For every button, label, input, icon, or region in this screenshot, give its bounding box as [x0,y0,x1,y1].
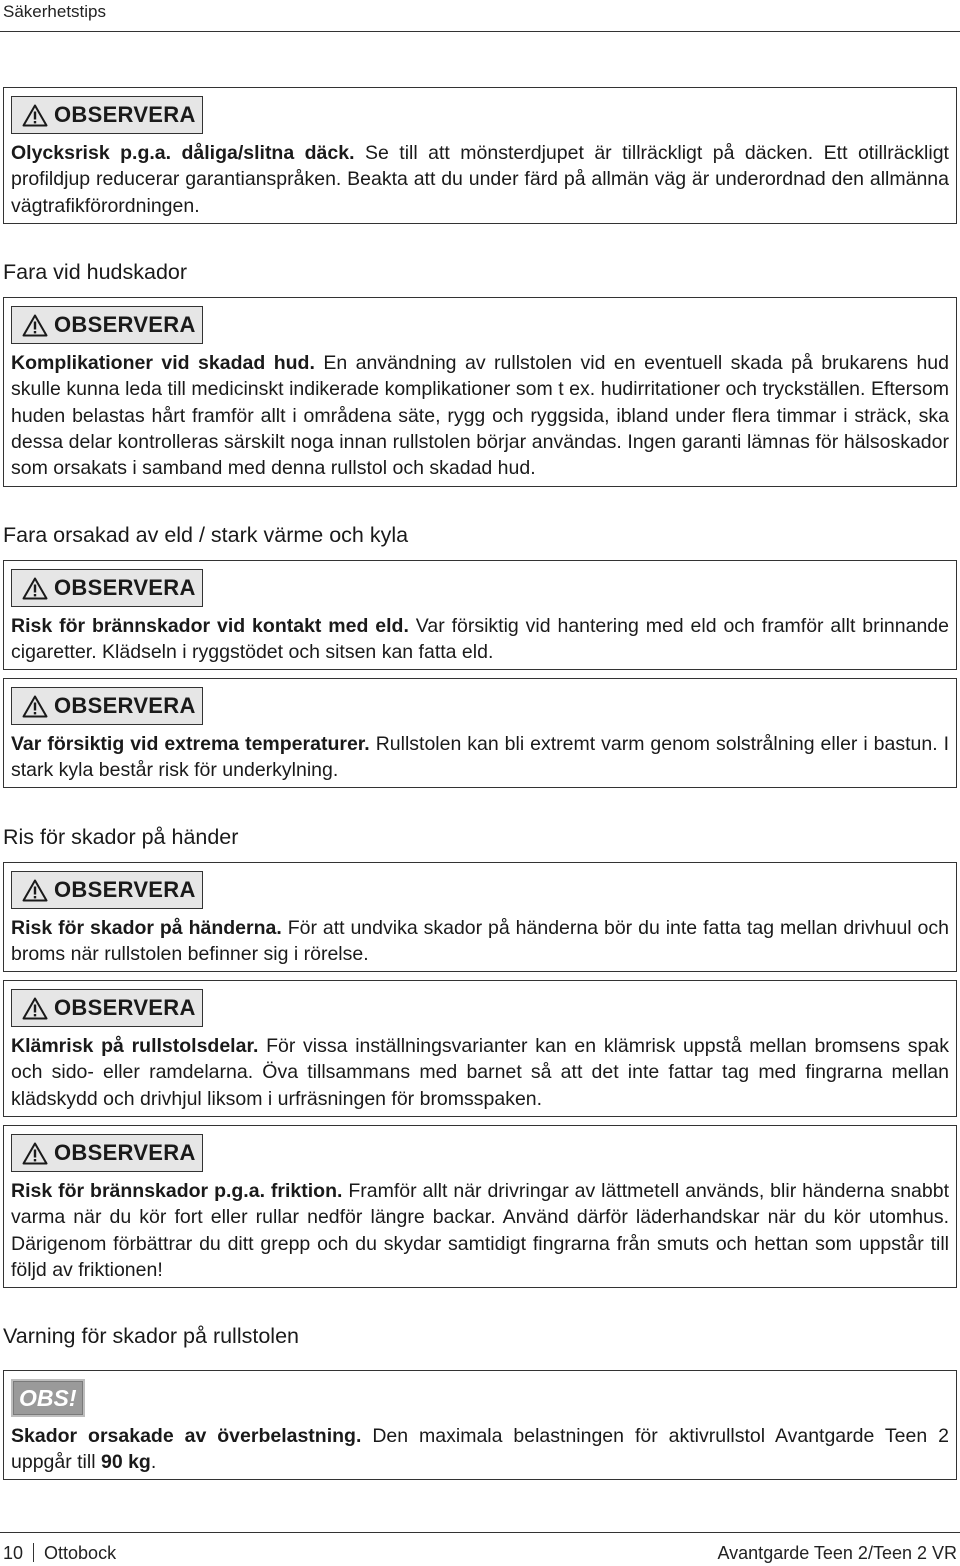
warning-badge [11,687,203,725]
notice-box-temperature [3,678,957,788]
notice-lead: Olycksrisk p.g.a. dåliga/slitna däck. [11,142,355,164]
warning-badge-label: OBSERVERA [54,575,196,600]
max-load-value: 90 kg [100,1451,151,1474]
section-heading-skin: Fara vid hudskador [3,260,188,284]
warning-badge-label: OBSERVERA [54,102,196,127]
warning-badge [11,569,203,607]
page-number: 10 [3,1543,24,1563]
notice-body: En användning av rullstolen vid en eventuell skada på brukarens hud skulle kunna leda till medicinskt indikerade komplikationer som t ex. hudirritationer och tryckställen. Eftersom huden belastas hårt framför allt i områdena säte, rygg och ryggsida, ibland under flera timmar i sträck, ska dessa delar kontrolleras särskilt noga innan rullstolen börjar användas. Ingen garanti lämnas för hälsoskador som orsakats i samband med denna rullstol och skadad hud. [11,352,949,480]
notice-box-skin [3,297,957,487]
notice-box-hands [3,862,957,972]
warning-badge-label: OBSERVERA [54,1140,196,1165]
warning-badge-label: OBSERVERA [54,312,196,337]
notice-text [11,613,949,666]
warning-badge-label: OBSERVERA [54,693,196,718]
footer-divider [0,1532,960,1533]
warning-badge [11,1134,203,1172]
section-heading-hands: Ris för skador på händer [3,825,239,849]
footer-product: Avantgarde Teen 2/Teen 2 VR [717,1543,957,1563]
notice-text [11,915,949,968]
notice-box-tyres [3,87,957,224]
notice-box-overload [3,1370,957,1480]
warning-badge [11,871,203,909]
warning-badge-label: OBSERVERA [54,995,196,1020]
notice-body-end: . [150,1451,157,1474]
warning-triangle-icon [22,577,48,600]
header-divider [0,31,960,32]
notice-lead: Var försiktig vid extrema temperaturer. [11,733,370,755]
notice-box-pinch [3,980,957,1117]
warning-triangle-icon [22,104,48,127]
warning-triangle-icon [22,879,48,902]
notice-lead: Skador orsakade av överbelastning. [11,1425,362,1447]
warning-triangle-icon [22,1142,48,1165]
warning-badge [11,989,203,1027]
warning-badge [11,96,203,134]
notice-body: Var försiktig vid hantering med eld och framför allt brinnande cigaretter. Klädseln i ryggstödet och sitsen kan fatta eld. [11,615,949,664]
section-heading-damage: Varning för skador på rullstolen [3,1324,299,1348]
notice-body: Rullstolen kan bli extremt varm genom solstrålning eller i bastun. I stark kyla består risk för underkylning. [11,733,949,782]
notice-lead: Risk för brännskador vid kontakt med eld. [11,615,409,637]
notice-body: Se till att mönsterdjupet är tillräckligt på däcken. Ett otillräckligt profildjup reducerar garantianspråken. Beakta att du under färd på allmän väg är underordnad den allmänna vägtrafikförordningen. [11,142,949,217]
warning-badge [11,306,203,344]
notice-text [11,731,949,784]
notice-lead: Komplikationer vid skadad hud. [11,352,315,374]
notice-text [11,350,949,481]
footer-brand: Ottobock [44,1543,117,1563]
footer-separator [33,1543,34,1562]
notice-body: Framför allt när drivringar av lättmetell används, blir händerna snabbt varma när du kör fort eller rullar nedför längre backar. Använd därför läderhandskar när du kör utomhus. Därigenom förbättrar du ditt grepp och du skydar samtidigt fingrarna från smuts och hettan som uppstår till följd av friktionen! [11,1180,949,1281]
notice-box-friction [3,1125,957,1288]
notice-lead: Klämrisk på rullstolsdelar. [11,1035,259,1057]
notice-lead: Risk för brännskador p.g.a. friktion. [11,1180,343,1202]
warning-triangle-icon [22,695,48,718]
notice-body: För att undvika skador på händerna bör du inte fatta tag mellan drivhuul och broms när rullstolen befinner sig i rörelse. [11,917,949,966]
obs-badge-label: OBS! [19,1385,77,1411]
notice-text [11,1178,949,1283]
notice-body: Den maximala belastningen för aktivrullstol Avantgarde Teen 2 uppgår till [11,1425,949,1474]
section-heading-fire: Fara orsakad av eld / stark värme och kyla [3,523,409,547]
warning-badge-label: OBSERVERA [54,877,196,902]
warning-triangle-icon [22,997,48,1020]
footer-left [3,1543,116,1564]
warning-triangle-icon [22,314,48,337]
running-header-title: Säkerhetstips [3,2,106,21]
notice-body: För vissa inställningsvarianter kan en klämrisk uppstå mellan bromsens spak och sido- eller ramdelarna. Öva tillsammans med barnet så att det inte fattar tag med fingrarna mellan klädskydd och drivhjul liksom i urfräsningen för bromsspaken. [11,1035,949,1110]
notice-text [11,1423,949,1476]
obs-badge [11,1379,85,1417]
notice-lead: Risk för skador på händerna. [11,917,282,939]
notice-text [11,140,949,219]
notice-box-fire [3,560,957,670]
notice-text [11,1033,949,1112]
